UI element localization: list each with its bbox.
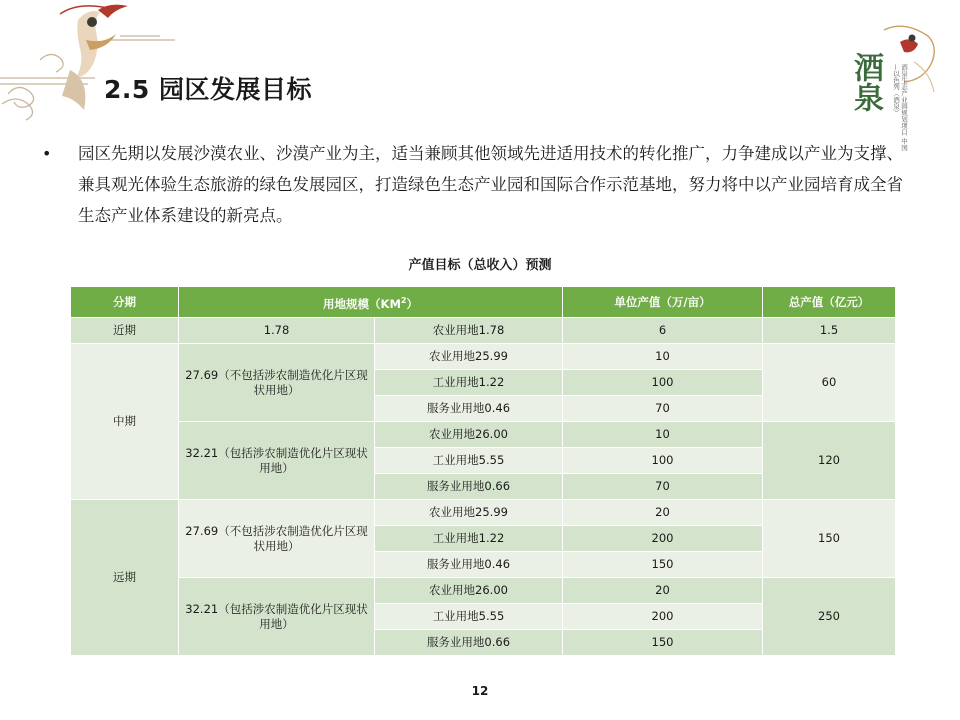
total-value-cell: 60 xyxy=(763,344,896,422)
land-use-cell: 工业用地5.55 xyxy=(375,448,563,474)
area-cell: 32.21（包括涉农制造优化片区现状用地） xyxy=(179,578,375,656)
total-value-cell: 120 xyxy=(763,422,896,500)
unit-value-cell: 20 xyxy=(563,500,763,526)
header-unit-value: 单位产值（万/亩） xyxy=(563,287,763,318)
unit-value-cell: 10 xyxy=(563,422,763,448)
total-value-cell: 150 xyxy=(763,500,896,578)
table-caption: 产值目标（总收入）预测 xyxy=(408,258,552,273)
table-header-row xyxy=(71,287,896,318)
table-row xyxy=(71,422,896,448)
land-use-cell: 农业用地25.99 xyxy=(375,500,563,526)
period-cell: 近期 xyxy=(71,318,179,344)
unit-value-cell: 20 xyxy=(563,578,763,604)
unit-value-cell: 100 xyxy=(563,370,763,396)
jiuquan-logo xyxy=(834,22,944,157)
table-row xyxy=(71,578,896,604)
logo-sub-text: 酒泉生态产业园规划项目 中国—以色列（酒泉） xyxy=(892,64,908,151)
header-period: 分期 xyxy=(71,287,179,318)
header-total-value: 总产值（亿元） xyxy=(763,287,896,318)
land-use-cell: 农业用地26.00 xyxy=(375,578,563,604)
unit-value-cell: 200 xyxy=(563,526,763,552)
page-title: 2.5 园区发展目标 xyxy=(104,75,312,104)
bullet-dot-icon: • xyxy=(42,144,52,163)
land-use-cell: 农业用地25.99 xyxy=(375,344,563,370)
unit-value-cell: 100 xyxy=(563,448,763,474)
land-use-cell: 工业用地1.22 xyxy=(375,526,563,552)
body-paragraph: 园区先期以发展沙漠农业、沙漠产业为主，适当兼顾其他领域先进适用技术的转化推广，力争建成以产业为支撑、兼具观光体验生态旅游的绿色发展园区，打造绿色生态产业园和国际合作示范基地，努力将中以产业园培育成全省生态产业体系建设的新亮点。 xyxy=(78,144,903,225)
land-use-cell: 农业用地26.00 xyxy=(375,422,563,448)
unit-value-cell: 150 xyxy=(563,552,763,578)
area-cell: 32.21（包括涉农制造优化片区现状用地） xyxy=(179,422,375,500)
land-use-cell: 服务业用地0.66 xyxy=(375,474,563,500)
unit-value-cell: 200 xyxy=(563,604,763,630)
table-row xyxy=(71,500,896,526)
unit-value-cell: 10 xyxy=(563,344,763,370)
total-value-cell: 250 xyxy=(763,578,896,656)
land-use-cell: 工业用地5.55 xyxy=(375,604,563,630)
period-cell: 远期 xyxy=(71,500,179,656)
land-use-cell: 工业用地1.22 xyxy=(375,370,563,396)
decorative-cloud-figure-icon xyxy=(0,0,180,130)
output-target-table xyxy=(70,286,896,656)
area-cell: 27.69（不包括涉农制造优化片区现状用地） xyxy=(179,500,375,578)
logo-main-text: 酒泉 xyxy=(848,52,883,112)
unit-value-cell: 6 xyxy=(563,318,763,344)
unit-value-cell: 70 xyxy=(563,474,763,500)
land-use-cell: 农业用地1.78 xyxy=(375,318,563,344)
period-cell: 中期 xyxy=(71,344,179,500)
table-row xyxy=(71,344,896,370)
table-row xyxy=(71,318,896,344)
land-use-cell: 服务业用地0.46 xyxy=(375,396,563,422)
page-number: 12 xyxy=(471,684,489,698)
body-bullet xyxy=(42,138,912,231)
header-land-scale: 用地规模$(KM^2)$ xyxy=(179,287,563,318)
land-use-cell: 服务业用地0.66 xyxy=(375,630,563,656)
area-cell: 27.69（不包括涉农制造优化片区现状用地） xyxy=(179,344,375,422)
unit-value-cell: 70 xyxy=(563,396,763,422)
unit-value-cell: 150 xyxy=(563,630,763,656)
land-use-cell: 服务业用地0.46 xyxy=(375,552,563,578)
total-value-cell: 1.5 xyxy=(763,318,896,344)
area-cell: 1.78 xyxy=(179,318,375,344)
